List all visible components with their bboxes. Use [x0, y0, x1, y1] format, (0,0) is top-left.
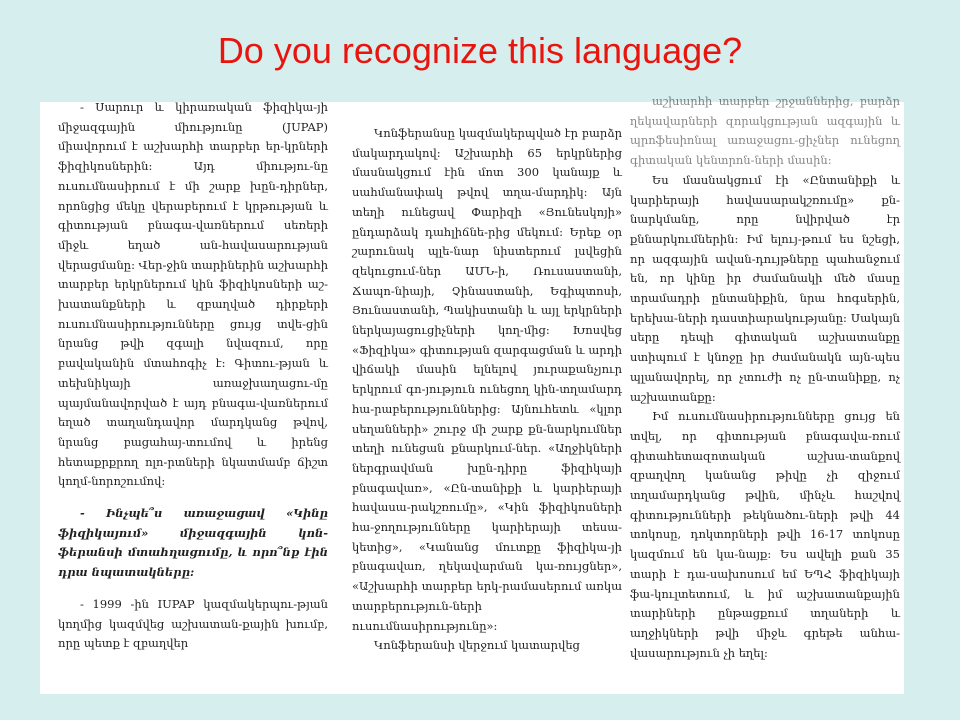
column-3-paragraph-3: Իմ ուսումնասիրությունները ցույց են տվել, որ գիտության բնագավա-ռում գիտահետազոտական աշխա-տանքով զբաղվող կանանց թիվը չի զիջում տղամարդկանց թվին, մինչև հաշվով գիտությունների թեկնածու-ների թվի 44 տոկոսը, դոկտորների թվի 16-17 տոկոսը կազմում են կա-նայք: Ես ավելի քան 35 տարի է դա-սախոսում եմ ԵՊՀ ֆիզիկայի ֆա-կուլտետում, և իմ աշխատանքային տարիների ընթացքում տղաների և աղջիկների թվի միջև գրեթե անհա-վասարություն չի եղել:: [630, 409, 900, 660]
article-column-1: [58, 98, 328, 654]
article-column-2: [352, 124, 622, 656]
article-column-3: [630, 92, 900, 663]
column-1-paragraph-1: - Սարուր և կիրառական ֆիզիկա-յի միջազգային միությունը (JUPAP) միավորում է աշխարհի տարբեր եր-կրների ֆիզիկոսներին: Այդ միությու-նը ուսումնասիրում է մի շարք խըն-դիրներ, որոնցից մեկը վերաբերում է կրթության և գիտության բնագա-վառներում սեռերի միջև եղած ան-հավասարության վերացմանը: Վեր-ջին տարիներին աշխարհի տարբեր երկրներում կին ֆիզիկոսների աշ-խատանքների և զբաղված դիրքերի ուսումնասիրությունները ցույց տվե-ցին նրանց թվի զգալի նվազում, որը բավականին մտահոգիչ է: Գիտու-թյան և տեխնիկայի առաջխաղացու-մը պայմանավորված է այդ բնագա-վառներում եղած տաղանդավոր մարդկանց թվով, նրանց բացահայ-տումով և իրենց հետաքրքրող ոլո-րտների նկատմամբ ճիշտ կողմ-նորոշումով:: [58, 100, 328, 489]
column-3-paragraph-1: աշխարհի տարբեր շրջաններից, բարձր ղեկավարների զորակցության ազգային և պրոֆեսիոնալ առաջացու-ցիչներ ունեցող գիտական կենտրոն-ների մասին:: [630, 94, 900, 168]
slide-title: Do you recognize this language?: [217, 30, 743, 71]
newspaper-clipping-image: [40, 94, 904, 694]
column-2-paragraph-2: Կոնֆերանսի վերջում կատարվեց: [374, 638, 580, 653]
column-3-paragraph-2: Ես մասնակցում էի «Ընտանիքի և կարիերայի հավասարակշռումը» քն-նարկմանը, որը նվիրված էր քննարկումներին: Իմ ելույ-թում ես նշեցի, որ ազգային ավան-դույթները պահանջում են, որ կինը իր ժամանակի մեծ մասը տրամադրի ընտանիքին, նրա հոգսերին, երեխա-ների դաստիարակությանը: Սակայն սերը դեպի գիտական աշխատանքը ստիպում է կնոջը իր ժամանակն այն-պես պլանավորել, որ չտուժի ոչ ըն-տանիքը, ոչ աշխատանքը:: [630, 172, 900, 404]
column-1-paragraph-2: - 1999 -ին IUPAP կազմակերպու-թյան կողմից կազմվեց աշխատան-քային խումբ, որը պետք է զբաղվեր: [58, 596, 328, 651]
column-1-question: - Ինչպե՞ս առաջացավ «Կինը ֆիզիկայում» միջազգային կոն-ֆերանսի մտահղացումը, և որո՞նք էին դրա նպատակները:: [58, 506, 328, 580]
column-2-paragraph-1: Կոնֆերանսը կազմակերպված էր բարձր մակարդակով: Աշխարհի 65 երկրներից մասնակցում էին մոտ 300 կանայք և սահմանափակ թվով տղա-մարդիկ: Այն տեղի ունեցավ Փարիզի «Յունեսկոյի» ընդարձակ դահլիճնե-րից մեկում: Երեք օր շարունակ պլե-նար նիստերում լսվեցին զեկուցում-ներ ԱՄՆ-ի, Ռուսաստանի, Ճապո-նիայի, Չինաստանի, Եգիպտոսի, Յունաստանի, Պակիստանի և այլ երկրների ներկայացուցիչների կող-մից: Խոսվեց «Ֆիզիկա» գիտության զարգացման և արդի վիճակի մասին ելնելով յուրաքանչյուր երկրում գո-յություն ունեցող կին-տղամարդ հա-րաբերություններից: Այնուհետև «կլոր սեղանների» շուրջ մի շարք քն-նարկումներ տեղի ունեցան քնարկում-ներ. «Աղջիկների ներգրավման խըն-դիրը ֆիզիկայի բնագավառ», «Ըն-տանիքի և կարիերայի հավասա-րակշռումը», «Կին ֆիզիկոսների հա-ջողությունները կարիերայի տեսա-կետից», «Կանանց մուտքը ֆիզիկա-յի բնագավառ, ղեկավարման կա-ռույցներ», «Աշխարհի տարբեր երկ-րամասերում առկա տարբերություն-ների ուսումնասիրությունը»:: [352, 126, 622, 633]
